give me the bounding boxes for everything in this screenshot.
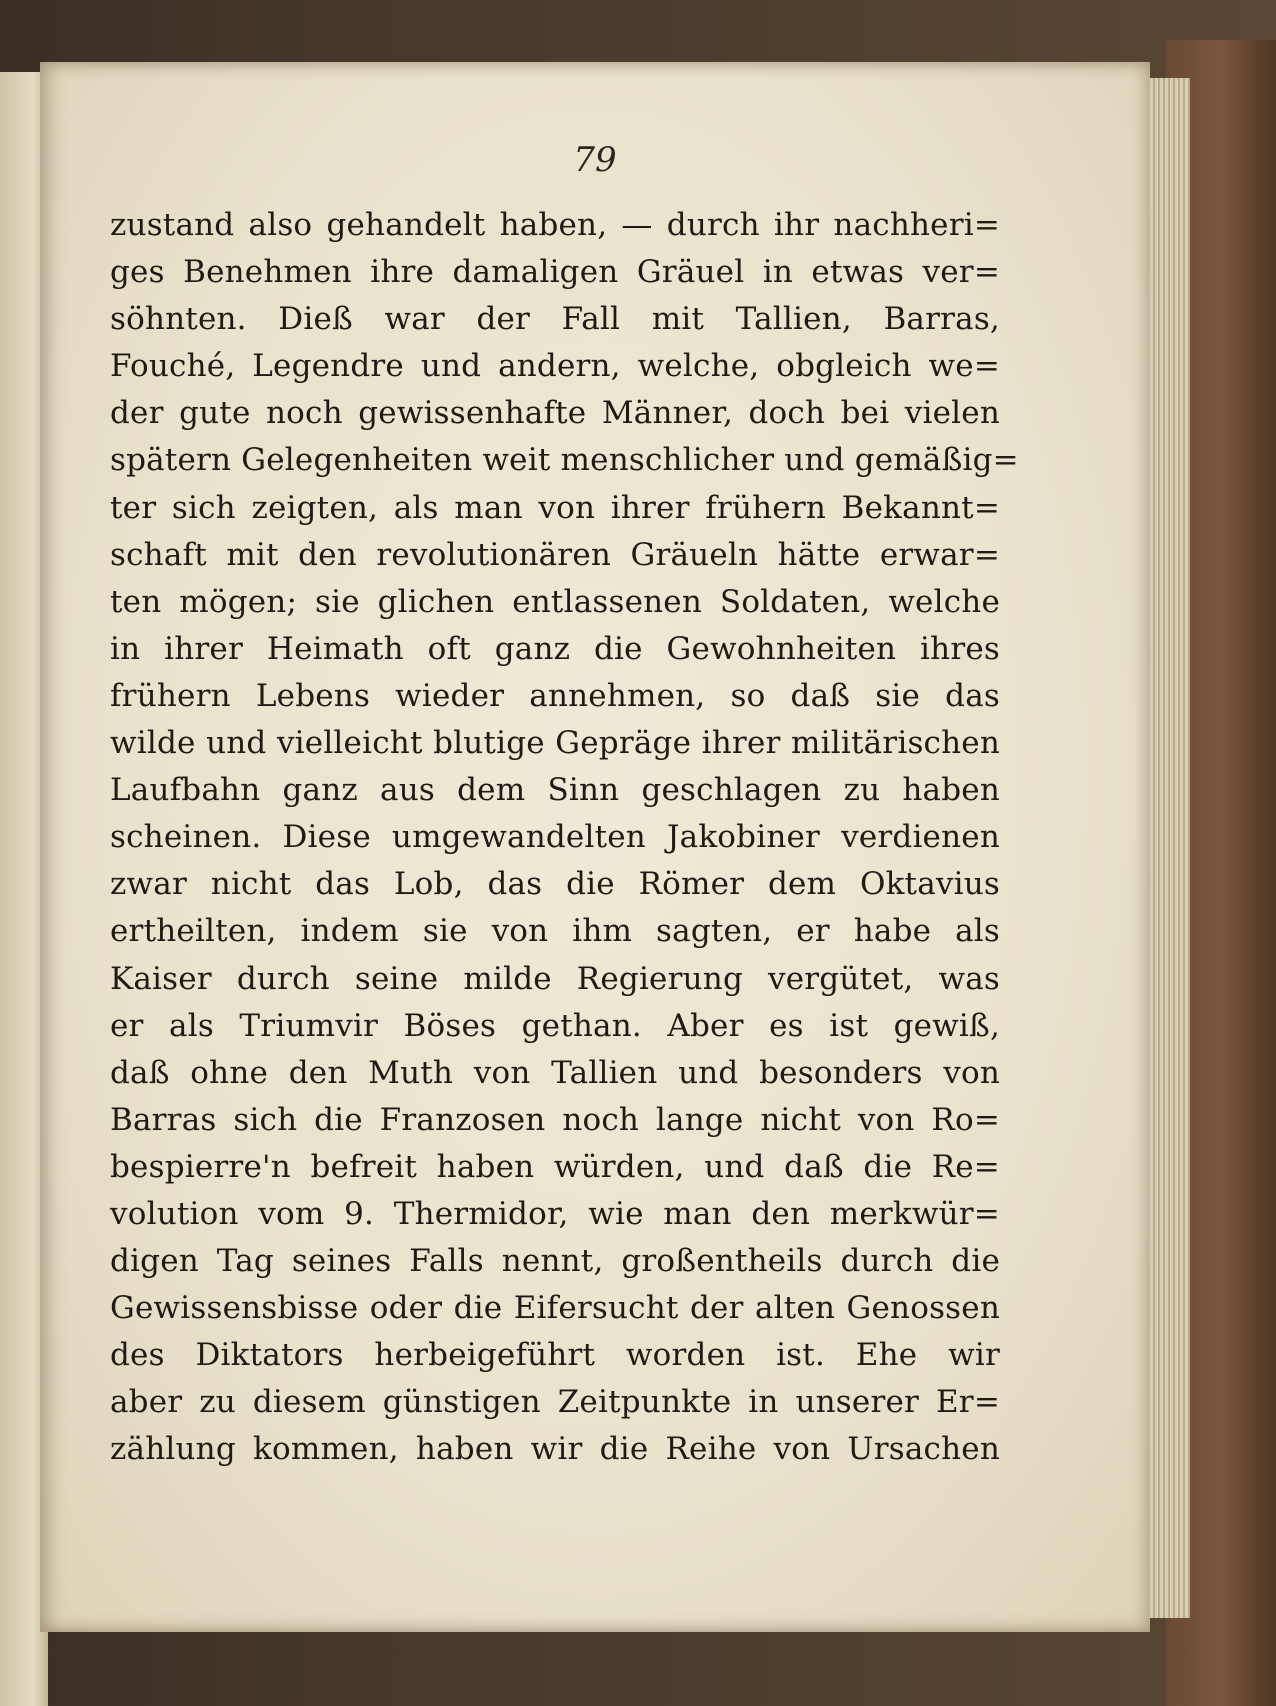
text-line: volution vom 9. Thermidor, wie man den merkwür=	[110, 1195, 1000, 1232]
text-line: ertheilten, indem sie von ihm sagten, er habe als	[110, 913, 1000, 950]
text-line: daß ohne den Muth von Tallien und besonders von	[110, 1054, 1000, 1091]
text-line: Laufbahn ganz aus dem Sinn geschlagen zu haben	[110, 772, 1000, 809]
text-line: schaft mit den revolutionären Gräueln hätte erwar=	[110, 536, 1000, 573]
text-line: des Diktators herbeigeführt worden ist. Ehe wir	[110, 1337, 1000, 1374]
text-line: digen Tag seines Falls nennt, großentheils durch die	[110, 1243, 1000, 1280]
text-line: söhnten. Dieß war der Fall mit Tallien, Barras,	[110, 301, 1000, 338]
text-line: der gute noch gewissenhafte Männer, doch bei vielen	[110, 395, 1000, 432]
book-page	[40, 62, 1150, 1632]
text-line: in ihrer Heimath oft ganz die Gewohnheiten ihres	[110, 630, 1000, 667]
page-number: 79	[573, 140, 617, 180]
text-line: Barras sich die Franzosen noch lange nicht von Ro=	[110, 1101, 1000, 1138]
text-line: er als Triumvir Böses gethan. Aber es ist gewiß,	[110, 1007, 1000, 1044]
text-line: bespierre'n befreit haben würden, und daß die Re=	[110, 1148, 1000, 1185]
text-line: spätern Gelegenheiten weit menschlicher und gemäßig=	[110, 442, 1019, 479]
text-line: zwar nicht das Lob, das die Römer dem Oktavius	[110, 866, 1000, 903]
text-line: ter sich zeigten, als man von ihrer frühern Bekannt=	[110, 489, 1000, 526]
text-line: wilde und vielleicht blutige Gepräge ihrer militärischen	[110, 725, 1000, 762]
text-line: aber zu diesem günstigen Zeitpunkte in unserer Er=	[110, 1384, 1000, 1421]
text-line: Fouché, Legendre und andern, welche, obgleich we=	[110, 348, 1000, 385]
text-line: ten mögen; sie glichen entlassenen Soldaten, welche	[110, 583, 1000, 620]
text-line: Kaiser durch seine milde Regierung vergütet, was	[110, 960, 1000, 997]
body-text	[110, 202, 1019, 1474]
text-line: Gewissensbisse oder die Eifersucht der alten Genossen	[110, 1290, 1000, 1327]
text-line: ges Benehmen ihre damaligen Gräuel in etwas ver=	[110, 254, 1000, 291]
text-line: frühern Lebens wieder annehmen, so daß sie das	[110, 677, 1000, 714]
text-line: zählung kommen, haben wir die Reihe von Ursachen	[110, 1431, 1000, 1468]
text-line: scheinen. Diese umgewandelten Jakobiner verdienen	[110, 819, 1000, 856]
text-line: zustand also gehandelt haben, — durch ihr nachheri=	[110, 207, 1000, 243]
